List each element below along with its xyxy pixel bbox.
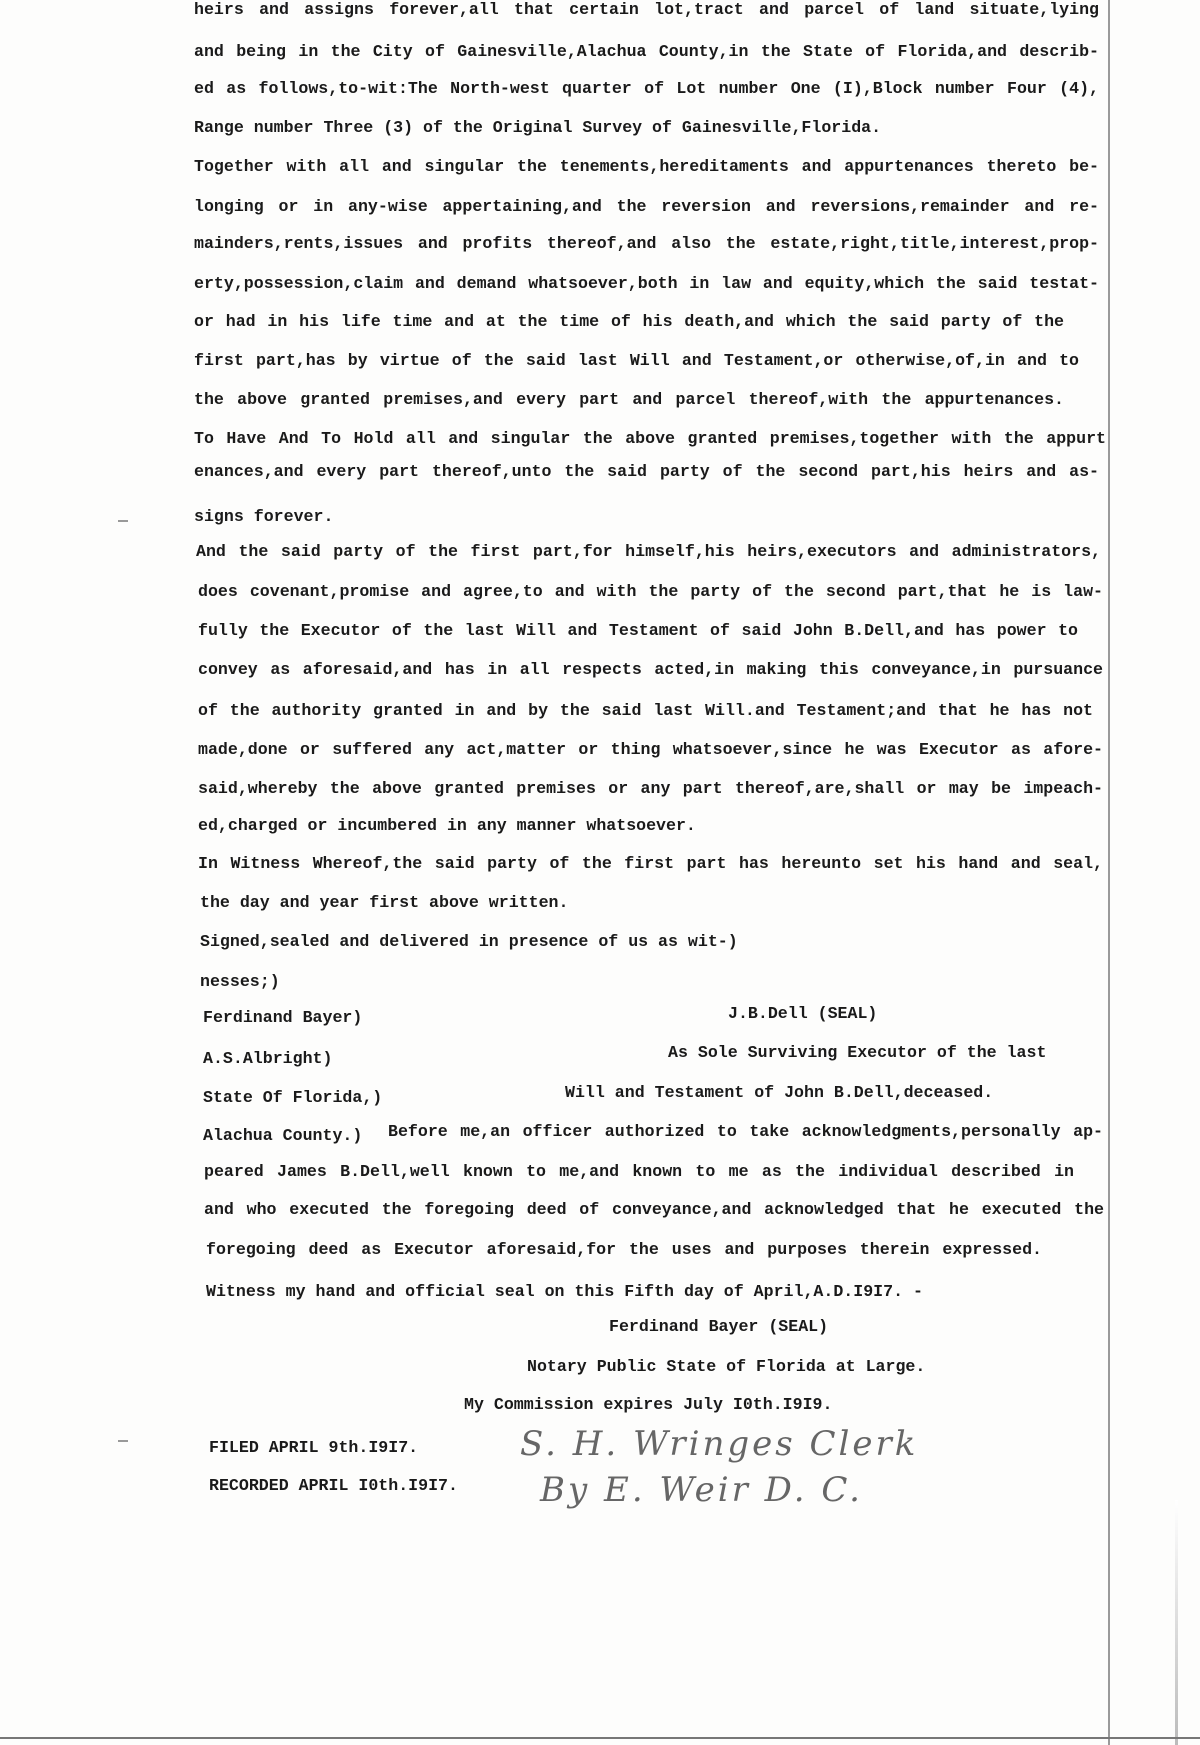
acknowledgment-line: Before me,an officer authorized to take acknowledgments,personally ap-	[388, 1122, 1103, 1141]
deed-line: longing or in any-wise appertaining,and the reversion and reversions,remainder and re-	[194, 197, 1099, 216]
venue-county: Alachua County.)	[203, 1126, 363, 1145]
notary-signature: Ferdinand Bayer (SEAL)	[609, 1317, 829, 1336]
deed-line: ed as follows,to-wit:The North-west quarter of Lot number One (I),Block number Four (4),	[194, 79, 1099, 98]
deed-line: the day and year first above written.	[200, 893, 569, 912]
venue-state: State Of Florida,)	[203, 1088, 383, 1107]
margin-mark	[118, 520, 128, 522]
deed-line: first part,has by virtue of the said last Will and Testament,or otherwise,of,in and to	[194, 351, 1079, 370]
deed-line: Together with all and singular the tenements,hereditaments and appurtenances thereto be-	[194, 157, 1099, 176]
deed-line: the above granted premises,and every part and parcel thereof,with the appurtenances.	[194, 390, 1064, 409]
deed-line: And the said party of the first part,for himself,his heirs,executors and administrators,	[196, 542, 1101, 561]
witness-name: Ferdinand Bayer)	[203, 1008, 363, 1027]
deed-line: convey as aforesaid,and has in all respects acted,in making this conveyance,in pursuance	[198, 660, 1103, 679]
acknowledgment-line: peared James B.Dell,well known to me,and known to me as the individual described in	[204, 1162, 1074, 1181]
recorded-date: RECORDED APRIL I0th.I9I7.	[209, 1476, 458, 1495]
notary-commission: My Commission expires July I0th.I9I9.	[464, 1395, 833, 1414]
acknowledgment-line: and who executed the foregoing deed of conveyance,and acknowledged that he executed the	[204, 1200, 1104, 1219]
page-edge	[1108, 0, 1110, 1745]
filed-date: FILED APRIL 9th.I9I7.	[209, 1438, 419, 1457]
deed-line: and being in the City of Gainesville,Alachua County,in the State of Florida,and describ-	[194, 42, 1099, 61]
deed-line: mainders,rents,issues and profits thereof,and also the estate,right,title,interest,prop-	[194, 234, 1099, 253]
deed-line: erty,possession,claim and demand whatsoever,both in law and equity,which the said testat-	[194, 274, 1099, 293]
acknowledgment-line: Witness my hand and official seal on this Fifth day of April,A.D.I9I7. -	[206, 1282, 923, 1301]
deed-line: Signed,sealed and delivered in presence of us as wit-)	[200, 932, 738, 951]
deputy-handwritten-signature: By E. Weir D. C.	[540, 1470, 863, 1510]
deed-line: of the authority granted in and by the said last Will.and Testament;and that he has not	[198, 701, 1093, 720]
deed-line: said,whereby the above granted premises or any part thereof,are,shall or may be impeach-	[198, 779, 1103, 798]
grantor-role: As Sole Surviving Executor of the last	[668, 1043, 1047, 1062]
deed-line: ed,charged or incumbered in any manner whatsoever.	[198, 816, 696, 835]
deed-line: made,done or suffered any act,matter or thing whatsoever,since he was Executor as afore-	[198, 740, 1103, 759]
deed-line: In Witness Whereof,the said party of the first part has hereunto set his hand and seal,	[198, 854, 1103, 873]
deed-line: or had in his life time and at the time of his death,and which the said party of the	[194, 312, 1064, 331]
page-curl	[1175, 1500, 1178, 1745]
margin-mark	[118, 1440, 128, 1442]
deed-line: Range number Three (3) of the Original Survey of Gainesville,Florida.	[194, 118, 882, 137]
grantor-role: Will and Testament of John B.Dell,deceased.	[565, 1083, 994, 1102]
deed-line: To Have And To Hold all and singular the above granted premises,together with the appurt	[194, 429, 1106, 448]
deed-line: fully the Executor of the last Will and Testament of said John B.Dell,and has power to	[198, 621, 1078, 640]
deed-line: heirs and assigns forever,all that certain lot,tract and parcel of land situate,lying	[194, 0, 1099, 19]
notary-title: Notary Public State of Florida at Large.	[527, 1357, 926, 1376]
deed-line: does covenant,promise and agree,to and with the party of the second part,that he is law-	[198, 582, 1103, 601]
deed-line: nesses;)	[200, 972, 280, 991]
acknowledgment-line: foregoing deed as Executor aforesaid,for the uses and purposes therein expressed.	[206, 1240, 1042, 1259]
deed-line: signs forever.	[194, 507, 334, 526]
clerk-handwritten-signature: S. H. Wringes Clerk	[520, 1424, 919, 1464]
deed-line: enances,and every part thereof,unto the said party of the second part,his heirs and as-	[194, 462, 1099, 481]
page-edge-bottom	[0, 1737, 1200, 1739]
witness-name: A.S.Albright)	[203, 1049, 333, 1068]
grantor-signature: J.B.Dell (SEAL)	[728, 1004, 878, 1023]
